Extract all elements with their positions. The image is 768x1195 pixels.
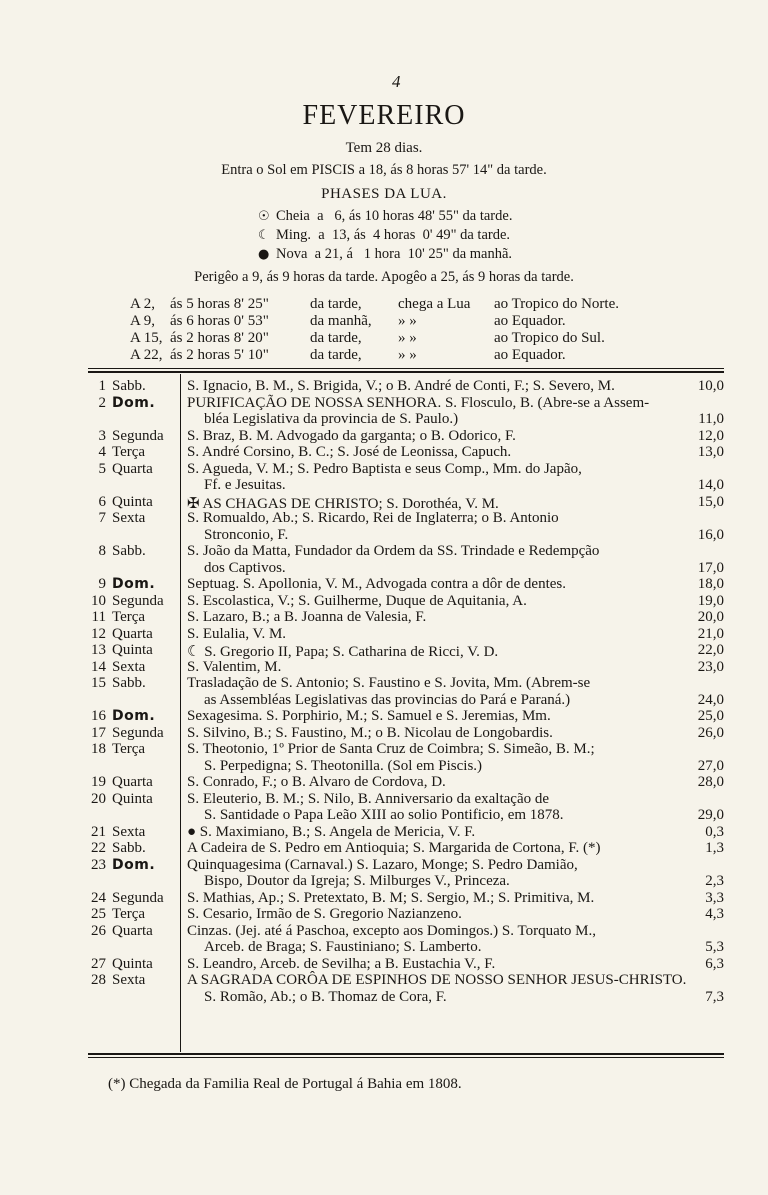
- calendar-day-row: [0, 741, 768, 774]
- moon-age: 21,0: [697, 625, 724, 642]
- waning-moon-icon: ☾: [258, 228, 270, 243]
- weekday: Segunda: [112, 889, 164, 906]
- day-number: 24: [91, 889, 106, 906]
- day-number: 16: [91, 708, 106, 724]
- calendar-day-row: [0, 774, 768, 791]
- weekday: Segunda: [112, 427, 164, 444]
- weekday: Quarta: [112, 922, 153, 939]
- calendar-day-row: [0, 972, 768, 1005]
- saints-text: S. João da Matta, Fundador da Ordem da SS. Trindade e Redempção: [187, 543, 600, 559]
- moon-age: 3,3: [705, 889, 724, 906]
- moon-phase-waning: ☾ Ming. a 13, ás 4 horas 0' 49" da tarde.: [258, 227, 511, 243]
- perigee-apogee: Perigêo a 9, ás 9 horas da tarde. Apogêo a 25, ás 9 horas da tarde.: [194, 269, 574, 285]
- day-number: 17: [91, 724, 106, 741]
- weekday: Quinta: [112, 493, 153, 510]
- moon-age: 7,3: [705, 988, 724, 1005]
- saints-text: ● S. Maximiano, B.; S. Angela de Mericia, V. F.: [187, 823, 476, 840]
- moon-position-row: A 9, ás 6 horas 0' 53" da manhã, » » ao Equador.: [130, 313, 566, 329]
- weekday: Quarta: [112, 625, 153, 642]
- moon-age: 10,0: [697, 378, 724, 394]
- moon-phase-new: ● Nova a 21, á 1 hora 10' 25" da manhã.: [258, 246, 513, 262]
- saints-text: S. Romão, Ab.; o B. Thomaz de Cora, F.: [204, 988, 447, 1005]
- day-number: 8: [98, 543, 106, 559]
- moon-position-row: A 15, ás 2 horas 8' 20" da tarde, » » ao Tropico do Sul.: [130, 330, 605, 346]
- saints-text: S. Cesario, Irmão de S. Gregorio Nazianzeno.: [187, 906, 462, 922]
- moon-age: 27,0: [697, 757, 724, 774]
- calendar-day-row: [0, 461, 768, 494]
- moon-age: 12,0: [697, 427, 724, 444]
- calendar-day-row: [0, 708, 768, 725]
- moon-age: 6,3: [705, 955, 724, 972]
- moon-age: 29,0: [697, 807, 724, 823]
- saints-text: S. Eleuterio, B. M.; S. Nilo, B. Anniversario da exaltação de: [187, 790, 550, 807]
- saints-text: S. Ignacio, B. M., S. Brigida, V.; o B. André de Conti, F.; S. Severo, M.: [187, 378, 615, 394]
- moon-age: 22,0: [697, 642, 724, 658]
- day-number: 1: [98, 378, 106, 394]
- moon-age: 23,0: [697, 658, 724, 675]
- weekday: Sabb.: [112, 543, 146, 559]
- day-number: 26: [91, 922, 106, 939]
- saints-text: Stronconio, F.: [204, 526, 289, 543]
- saints-text: S. Leandro, Arceb. de Sevilha; a B. Eustachia V., F.: [187, 955, 496, 972]
- day-number: 19: [91, 774, 106, 790]
- days-count: Tem 28 dias.: [345, 140, 423, 156]
- calendar-day-row: [0, 923, 768, 956]
- saints-text: Septuag. S. Apollonia, V. M., Advogada contra a dôr de dentes.: [187, 576, 566, 592]
- saints-text: S. Conrado, F.; o B. Alvaro de Cordova, D.: [187, 774, 446, 790]
- day-number: 4: [98, 444, 106, 460]
- saints-text: Quinquagesima (Carnaval.) S. Lazaro, Monge; S. Pedro Damião,: [187, 856, 578, 873]
- calendar-day-row: [0, 791, 768, 824]
- day-number: 22: [91, 840, 106, 856]
- calendar-day-row: [0, 906, 768, 923]
- weekday: Terça: [112, 444, 146, 460]
- saints-text: S. Valentim, M.: [187, 658, 282, 675]
- day-number: 9: [98, 576, 106, 592]
- calendar-day-row: [0, 378, 768, 395]
- saints-text: S. Agueda, V. M.; S. Pedro Baptista e seus Comp., Mm. do Japão,: [187, 460, 582, 477]
- moon-age: 18,0: [697, 576, 724, 592]
- saints-text: Ff. e Jesuitas.: [204, 477, 286, 493]
- moon-age: 4,3: [705, 906, 724, 922]
- moon-age: 20,0: [697, 609, 724, 625]
- day-number: 18: [91, 741, 106, 757]
- weekday: Dom.: [112, 394, 156, 411]
- saints-text: ☾ S. Gregorio II, Papa; S. Catharina de Ricci, V. D.: [187, 644, 499, 660]
- day-number: 3: [98, 427, 106, 444]
- moon-position-row: A 2, ás 5 horas 8' 25" da tarde, chega a Lua ao Tropico do Norte.: [130, 296, 619, 312]
- saints-text: Bispo, Doutor da Igreja; S. Milburges V., Princeza.: [204, 873, 510, 889]
- weekday: Terça: [112, 741, 146, 757]
- footnote: (*) Chegada da Familia Real de Portugal á Bahia em 1808.: [108, 1076, 462, 1092]
- moon-age: 26,0: [697, 724, 724, 741]
- moon-phase-full: ☉ Cheia a 6, ás 10 horas 48' 55" da tarde.: [258, 208, 513, 224]
- day-number: 7: [98, 510, 106, 526]
- saints-text: as Assembléas Legislativas das provincias do Pará e Paraná.): [204, 691, 571, 708]
- day-number: 5: [98, 460, 106, 477]
- day-number: 11: [91, 609, 106, 625]
- day-number: 2: [98, 394, 106, 411]
- calendar-day-row: [0, 576, 768, 593]
- day-number: 20: [91, 790, 106, 807]
- phases-heading: PHASES DA LUA.: [321, 186, 447, 202]
- saints-text: Sexagesima. S. Porphirio, M.; S. Samuel e S. Jeremias, Mm.: [187, 708, 551, 724]
- day-number: 23: [91, 856, 106, 873]
- moon-age: 28,0: [697, 774, 724, 790]
- moon-age: 17,0: [697, 559, 724, 576]
- weekday: Quinta: [112, 955, 153, 972]
- saints-text: Cinzas. (Jej. até á Paschoa, excepto aos Domingos.) S. Torquato M.,: [187, 922, 597, 939]
- calendar-day-row: [0, 659, 768, 676]
- saints-text: Trasladação de S. Antonio; S. Faustino e S. Jovita, Mm. (Abrem-se: [187, 675, 591, 691]
- weekday: Sexta: [112, 972, 146, 988]
- saints-text: S. Mathias, Ap.; S. Pretextato, B. M; S. Sergio, M.; S. Primitiva, M.: [187, 889, 595, 906]
- day-number: 28: [91, 972, 106, 988]
- saints-text: S. André Corsino, B. C.; S. José de Leonissa, Capuch.: [187, 444, 512, 460]
- saints-text: S. Lazaro, B.; a B. Joanna de Valesia, F.: [187, 609, 427, 625]
- saints-text: S. Eulalia, V. M.: [187, 625, 287, 642]
- calendar-day-row: [0, 428, 768, 445]
- month-title: FEVEREIRO: [302, 100, 466, 131]
- moon-age: 11,0: [698, 411, 724, 427]
- calendar-day-row: [0, 840, 768, 857]
- day-number: 25: [91, 906, 106, 922]
- saints-text: S. Silvino, B.; S. Faustino, M.; o B. Nicolau de Longobardis.: [187, 724, 553, 741]
- saints-text: PURIFICAÇÃO DE NOSSA SENHORA. S. Flosculo, B. (Abre-se a Assem-: [187, 394, 650, 411]
- saints-text: S. Perpedigna; S. Theotonilla. (Sol em Piscis.): [204, 757, 483, 774]
- day-number: 27: [91, 955, 106, 972]
- calendar-day-row: [0, 609, 768, 626]
- weekday: Terça: [112, 609, 146, 625]
- saints-text: S. Theotonio, 1º Prior de Santa Cruz de Coimbra; S. Simeão, B. M.;: [187, 741, 595, 757]
- weekday: Dom.: [112, 708, 156, 724]
- full-moon-icon: ☉: [258, 209, 270, 224]
- calendar-day-row: [0, 510, 768, 543]
- table-bottom-rule: [88, 1053, 724, 1055]
- table-bottom-rule-thin: [88, 1057, 724, 1058]
- saints-text: A SAGRADA CORÔA DE ESPINHOS DE NOSSO SENHOR JESUS-CHRISTO.: [187, 972, 687, 988]
- weekday: Sabb.: [112, 840, 146, 856]
- saints-text: ✠ AS CHAGAS DE CHRISTO; S. Dorothéa, V. M.: [187, 495, 499, 512]
- weekday: Dom.: [112, 576, 156, 592]
- table-top-rule-thick: [88, 371, 724, 373]
- day-number: 12: [91, 625, 106, 642]
- moon-age: 19,0: [697, 592, 724, 609]
- day-number: 10: [91, 592, 106, 609]
- moon-age: 13,0: [697, 444, 724, 460]
- moon-age: 24,0: [697, 691, 724, 708]
- day-number: 14: [91, 658, 106, 675]
- moon-age: 0,3: [705, 823, 724, 840]
- saints-text: S. Romualdo, Ab.; S. Ricardo, Rei de Inglaterra; o B. Antonio: [187, 510, 559, 526]
- weekday: Terça: [112, 906, 146, 922]
- calendar-day-row: [0, 857, 768, 890]
- calendar-day-row: [0, 642, 768, 659]
- saints-text: Arceb. de Braga; S. Faustiniano; S. Lamberto.: [204, 939, 482, 955]
- saints-text: S. Santidade o Papa Leão XIII ao solio Pontificio, em 1878.: [204, 807, 564, 823]
- saints-text: S. Escolastica, V.; S. Guilherme, Duque de Aquitania, A.: [187, 592, 527, 609]
- calendar-day-row: [0, 675, 768, 708]
- calendar-day-row: [0, 543, 768, 576]
- calendar-day-row: [0, 444, 768, 461]
- table-top-rule: [88, 368, 724, 369]
- new-moon-icon: ●: [258, 247, 270, 262]
- weekday: Quinta: [112, 790, 153, 807]
- weekday: Sabb.: [112, 675, 146, 691]
- day-number: 15: [91, 675, 106, 691]
- weekday: Segunda: [112, 592, 164, 609]
- calendar-day-row: [0, 890, 768, 907]
- weekday: Quarta: [112, 774, 153, 790]
- saints-text: S. Braz, B. M. Advogado da garganta; o B. Odorico, F.: [187, 427, 516, 444]
- calendar-day-row: [0, 494, 768, 511]
- sun-entry: Entra o Sol em PISCIS a 18, ás 8 horas 57' 14" da tarde.: [221, 162, 547, 178]
- calendar-day-row: [0, 956, 768, 973]
- weekday: Sexta: [112, 510, 146, 526]
- saints-text: A Cadeira de S. Pedro em Antioquia; S. Margarida de Cortona, F. (*): [187, 840, 601, 856]
- moon-age: 25,0: [697, 708, 724, 724]
- saints-text: bléa Legislativa da provincia de S. Paulo.): [204, 411, 459, 427]
- moon-age: 5,3: [705, 939, 724, 955]
- moon-age: 15,0: [697, 493, 724, 510]
- moon-age: 16,0: [697, 526, 724, 543]
- weekday: Segunda: [112, 724, 164, 741]
- saints-text: dos Captivos.: [204, 559, 286, 576]
- calendar-day-row: [0, 395, 768, 428]
- calendar-day-row: [0, 725, 768, 742]
- day-number: 21: [91, 823, 106, 840]
- day-number: 6: [98, 493, 106, 510]
- moon-position-row: A 22, ás 2 horas 5' 10" da tarde, » » ao Equador.: [130, 347, 566, 363]
- weekday: Sabb.: [112, 378, 146, 394]
- weekday: Sexta: [112, 823, 146, 840]
- weekday: Dom.: [112, 856, 156, 873]
- page-number: 4: [392, 72, 401, 91]
- moon-age: 14,0: [697, 477, 724, 493]
- weekday: Quarta: [112, 460, 153, 477]
- calendar-day-row: [0, 626, 768, 643]
- moon-age: 2,3: [705, 873, 724, 889]
- day-number: 13: [91, 642, 106, 658]
- moon-age: 1,3: [705, 840, 724, 856]
- weekday: Quinta: [112, 642, 153, 658]
- calendar-day-row: [0, 824, 768, 841]
- weekday: Sexta: [112, 658, 146, 675]
- calendar-day-row: [0, 593, 768, 610]
